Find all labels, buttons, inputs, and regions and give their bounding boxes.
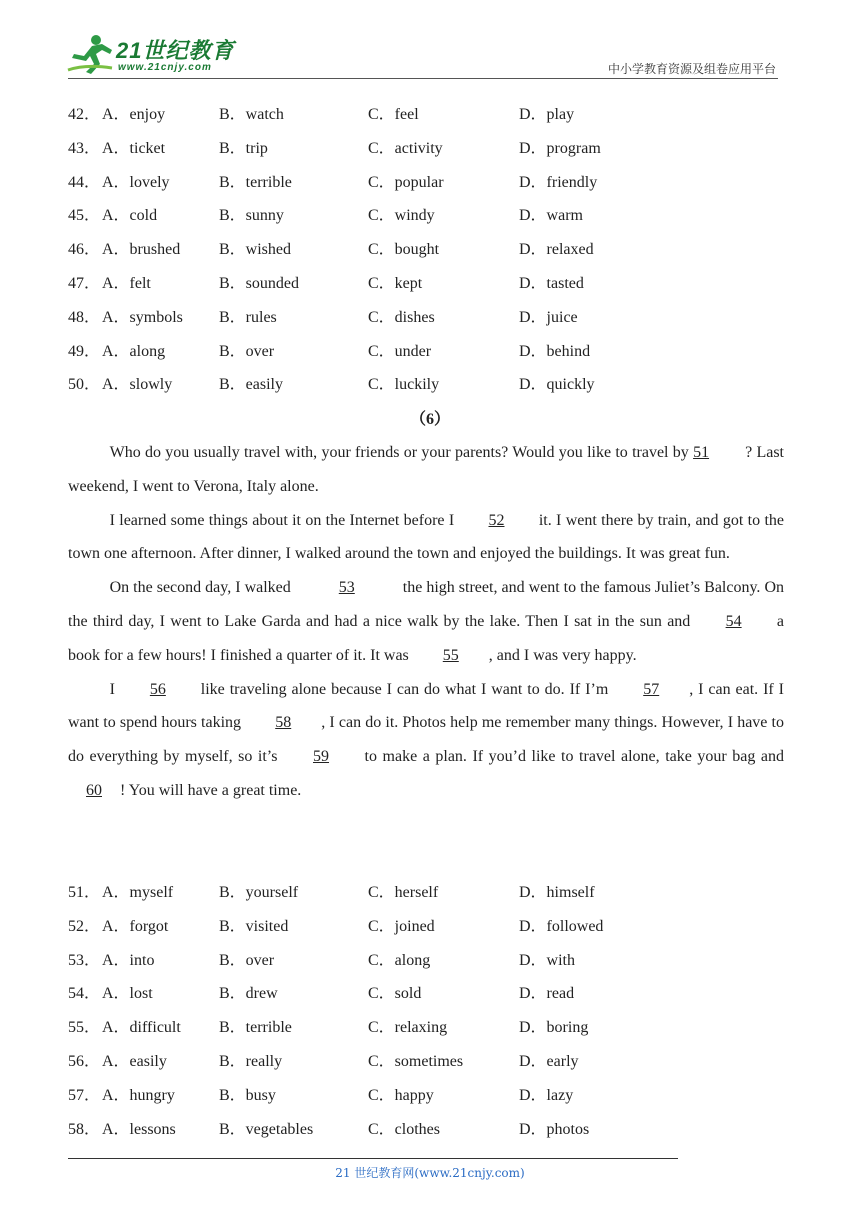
- option-d: D．warm: [519, 207, 583, 225]
- question-number: 49．: [68, 342, 101, 360]
- option-c: C．popular: [368, 173, 444, 191]
- option-d: D．play: [519, 106, 575, 123]
- logo-url: www.21cnjy.com: [118, 62, 212, 73]
- option-b: B．rules: [219, 308, 277, 326]
- question-number: 51．: [68, 884, 101, 901]
- option-d: D．with: [519, 951, 576, 969]
- option-d: D．read: [519, 985, 575, 1003]
- blank-60: 60: [86, 781, 102, 799]
- passage-text: , I can eat. If I want to spend hours taking: [68, 680, 785, 732]
- option-b: B．sunny: [219, 207, 284, 225]
- option-c: C．joined: [368, 917, 435, 935]
- option-c: C．herself: [368, 884, 439, 901]
- passage-text: , and I was very happy.: [488, 646, 637, 664]
- option-b: B．over: [219, 342, 275, 360]
- passage-text: I: [109, 680, 120, 698]
- option-a: A．along: [102, 342, 166, 360]
- passage-text: I learned some things about it on the Internet before I: [109, 511, 459, 529]
- option-c: C．along: [368, 951, 431, 969]
- option-b: B．vegetables: [219, 1120, 314, 1138]
- blank-58: 58: [275, 714, 292, 732]
- option-b: B．yourself: [219, 884, 299, 901]
- option-a: A．felt: [102, 274, 151, 292]
- option-a: A．enjoy: [102, 106, 166, 123]
- paragraph: [68, 571, 784, 672]
- option-b: B．sounded: [219, 274, 300, 292]
- question-number: 48．: [68, 308, 101, 326]
- option-c: C．feel: [368, 106, 419, 123]
- paragraph: [68, 436, 784, 504]
- option-b: B．terrible: [219, 1019, 292, 1037]
- option-b: B．easily: [219, 376, 283, 394]
- option-c: C．happy: [368, 1086, 434, 1104]
- option-c: C．sometimes: [368, 1052, 464, 1070]
- logo: [66, 34, 236, 78]
- option-b: B．visited: [219, 917, 289, 935]
- question-number: 45．: [68, 207, 101, 225]
- question-number: 56．: [68, 1052, 101, 1070]
- option-b: B．trip: [219, 139, 268, 157]
- option-b: B．wished: [219, 241, 292, 259]
- blank-53: 53: [338, 579, 355, 597]
- footer-link[interactable]: 21 世纪教育网(www.21cnjy.com): [335, 1166, 525, 1180]
- question-number: 57．: [68, 1086, 101, 1104]
- passage-text: like traveling alone because I can do what I want to do. If I’m: [195, 680, 614, 698]
- header-divider: [68, 78, 778, 79]
- question-number: 46．: [68, 241, 101, 259]
- option-c: C．relaxing: [368, 1019, 448, 1037]
- option-c: C．dishes: [368, 308, 435, 326]
- option-d: D．relaxed: [519, 241, 594, 259]
- option-b: B．drew: [219, 985, 278, 1003]
- blank-55: 55: [442, 646, 459, 664]
- option-d: D．quickly: [519, 376, 595, 394]
- option-c: C．activity: [368, 139, 443, 157]
- page-header: [0, 0, 860, 80]
- paragraph: [68, 673, 784, 808]
- option-b: B．over: [219, 951, 275, 969]
- option-a: A．myself: [102, 884, 174, 901]
- option-d: D．photos: [519, 1120, 590, 1138]
- option-d: D．boring: [519, 1019, 589, 1037]
- question-number: 58．: [68, 1120, 101, 1138]
- passage-text: a book for a few hours! I finished a quarter of it. It was: [68, 612, 784, 664]
- option-c: C．under: [368, 342, 432, 360]
- option-a: A．brushed: [102, 241, 181, 259]
- question-number: 44．: [68, 173, 101, 191]
- option-a: A．cold: [102, 207, 158, 225]
- blank-52: 52: [488, 511, 505, 529]
- question-number: 50．: [68, 376, 101, 394]
- option-d: D．lazy: [519, 1086, 574, 1104]
- option-d: D．friendly: [519, 173, 598, 191]
- option-d: D．himself: [519, 884, 595, 901]
- question-number: 53．: [68, 951, 101, 969]
- option-a: A．slowly: [102, 376, 173, 394]
- option-a: A．easily: [102, 1052, 167, 1070]
- option-d: D．early: [519, 1052, 579, 1070]
- option-a: A．difficult: [102, 1019, 181, 1037]
- option-c: C．sold: [368, 985, 422, 1003]
- question-number: 55．: [68, 1019, 101, 1037]
- question-number: 43．: [68, 139, 101, 157]
- question-number: 42．: [68, 106, 101, 123]
- passage-text: ? Last weekend, I went to Verona, Italy alone.: [68, 444, 784, 495]
- runner-icon: [66, 34, 114, 74]
- option-b: B．really: [219, 1052, 283, 1070]
- passage-text: it. I went there by train, and got to the town one afternoon. After dinner, I walked around the town and enjoyed the buildings. It was great fun.: [68, 511, 785, 563]
- option-a: A．ticket: [102, 139, 166, 157]
- option-a: A．into: [102, 951, 155, 969]
- option-a: A．symbols: [102, 308, 183, 326]
- option-c: C．clothes: [368, 1120, 440, 1138]
- reading-passage: [68, 436, 784, 808]
- passage-text: On the second day, I walked: [109, 579, 295, 597]
- passage-text: the high street, and went to the famous Juliet’s Balcony. On the third day, I went to Lake Garda and had a nice walk by the lake. Then I sat in the sun and: [68, 579, 785, 630]
- passage-text: , I can do it. Photos help me remember many things. However, I have to do everything by myself, so it’s: [68, 714, 785, 766]
- option-d: D．juice: [519, 308, 578, 326]
- blank-57: 57: [643, 680, 660, 698]
- option-a: A．forgot: [102, 917, 169, 935]
- option-b: B．watch: [219, 106, 284, 123]
- blank-51: 51: [693, 444, 710, 461]
- option-a: A．lessons: [102, 1120, 176, 1138]
- platform-name: 中小学教育资源及组卷应用平台: [607, 62, 776, 76]
- passage-text: ! You will have a great time.: [120, 781, 302, 799]
- option-c: C．kept: [368, 274, 423, 292]
- option-a: A．hungry: [102, 1086, 175, 1104]
- section-title: （6）: [409, 411, 450, 428]
- logo-text: 21世纪教育: [116, 38, 235, 63]
- footer-divider: [68, 1158, 678, 1159]
- option-a: A．lovely: [102, 173, 170, 191]
- option-d: D．program: [519, 139, 601, 157]
- option-d: D．behind: [519, 342, 591, 360]
- option-b: B．terrible: [219, 173, 292, 191]
- passage-text: Who do you usually travel with, your friends or your parents? Would you like to travel by: [109, 444, 694, 461]
- paragraph: [68, 504, 784, 572]
- blank-56: 56: [149, 680, 166, 698]
- option-d: D．tasted: [519, 274, 584, 292]
- option-c: C．windy: [368, 207, 435, 225]
- question-number: 52．: [68, 917, 101, 935]
- option-d: D．followed: [519, 917, 604, 935]
- option-c: C．bought: [368, 241, 440, 259]
- passage-text: to make a plan. If you’d like to travel alone, take your bag and: [359, 748, 784, 766]
- question-number: 47．: [68, 274, 101, 292]
- option-c: C．luckily: [368, 376, 440, 394]
- blank-59: 59: [313, 748, 330, 766]
- blank-54: 54: [725, 612, 742, 630]
- option-a: A．lost: [102, 985, 153, 1003]
- option-b: B．busy: [219, 1086, 276, 1104]
- question-number: 54．: [68, 985, 101, 1003]
